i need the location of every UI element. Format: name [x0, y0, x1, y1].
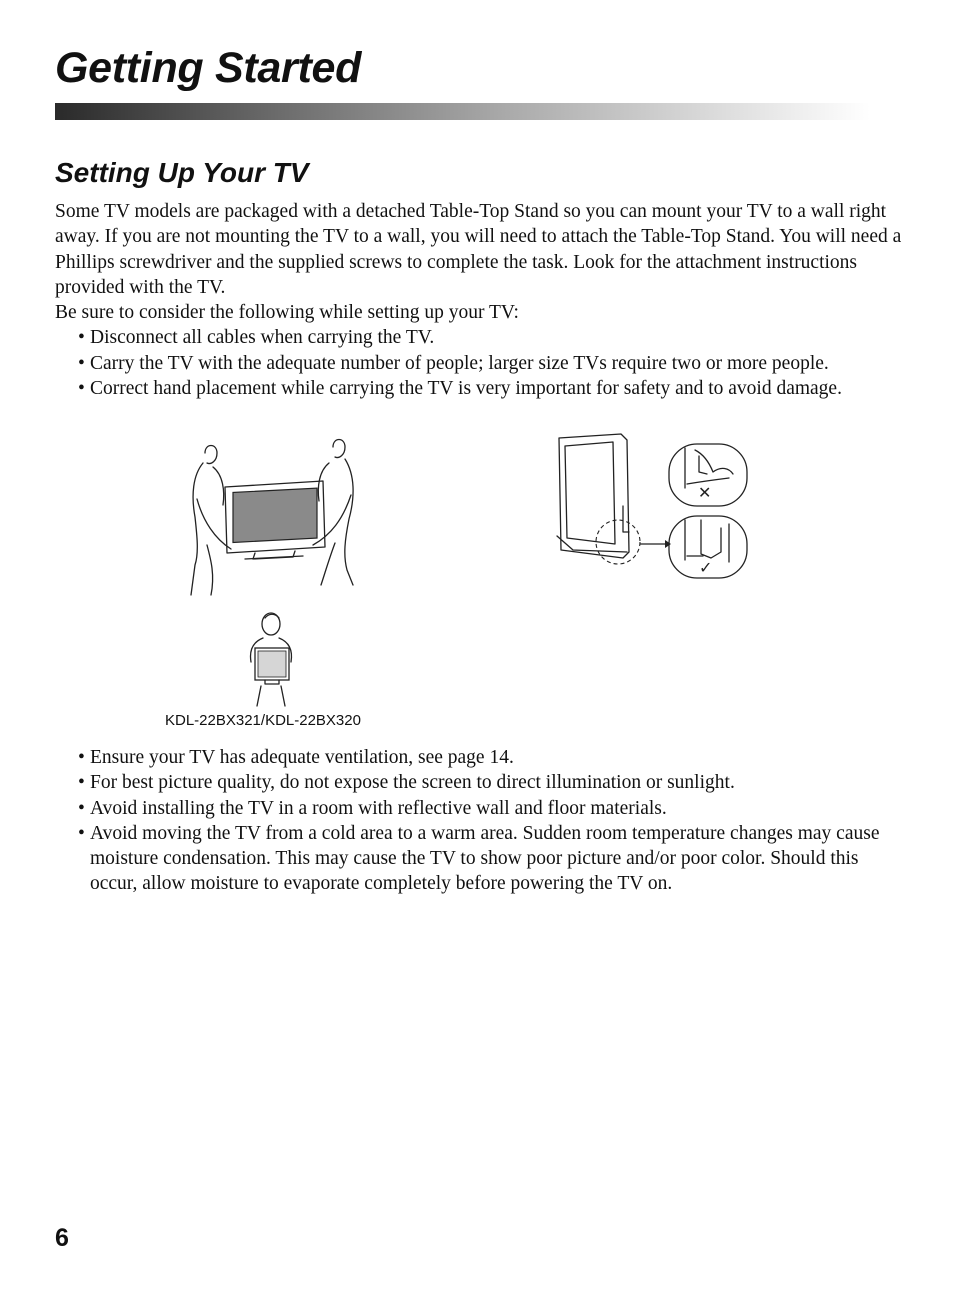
section-title: Setting Up Your TV [55, 157, 309, 188]
list-item: • For best picture quality, do not expose the screen to direct illumination or sunlight. [55, 770, 905, 795]
list-item: • Disconnect all cables when carrying the TV. [55, 325, 905, 350]
bottom-list-block [55, 745, 905, 897]
check-mark-icon: ✓ [699, 558, 713, 577]
two-people-carrying-tv-illustration [185, 435, 360, 600]
consider-line: Be sure to consider the following while setting up your TV: [55, 302, 519, 324]
bullet-list-bottom [55, 745, 905, 897]
page-number: 6 [55, 1224, 69, 1252]
list-item: • Ensure your TV has adequate ventilation, see page 14. [55, 745, 905, 770]
hand-placement-illustration [553, 432, 753, 582]
list-item: • Avoid installing the TV in a room with reflective wall and floor materials. [55, 796, 905, 821]
list-item: • Carry the TV with the adequate number of people; larger size TVs require two or more people. [55, 351, 905, 376]
page-title: Getting Started [55, 44, 362, 92]
figure-caption: KDL-22BX321/KDL-22BX320 [165, 712, 361, 729]
list-item: • Avoid moving the TV from a cold area to a warm area. Sudden room temperature changes may cause moisture condensation. This may cause the TV to show poor picture and/or poor color. Should this occur, allow moisture to evaporate completely before powering the TV on. [55, 821, 905, 897]
bullet-list-top [55, 325, 905, 401]
intro-block [55, 199, 905, 401]
title-gradient-rule [55, 103, 870, 120]
list-item: • Correct hand placement while carrying the TV is very important for safety and to avoid damage. [55, 376, 905, 401]
one-person-carrying-tv-illustration [243, 610, 303, 710]
intro-paragraph: Some TV models are packaged with a detached Table-Top Stand so you can mount your TV to a wall right away. If you are not mounting the TV to a wall, you will need to attach the Table-Top Stand. You will need a Phillips screwdriver and the supplied screws to complete the task. Look for the attachment instructions provided with the TV. [55, 201, 902, 298]
x-mark-icon: ✕ [698, 483, 712, 502]
